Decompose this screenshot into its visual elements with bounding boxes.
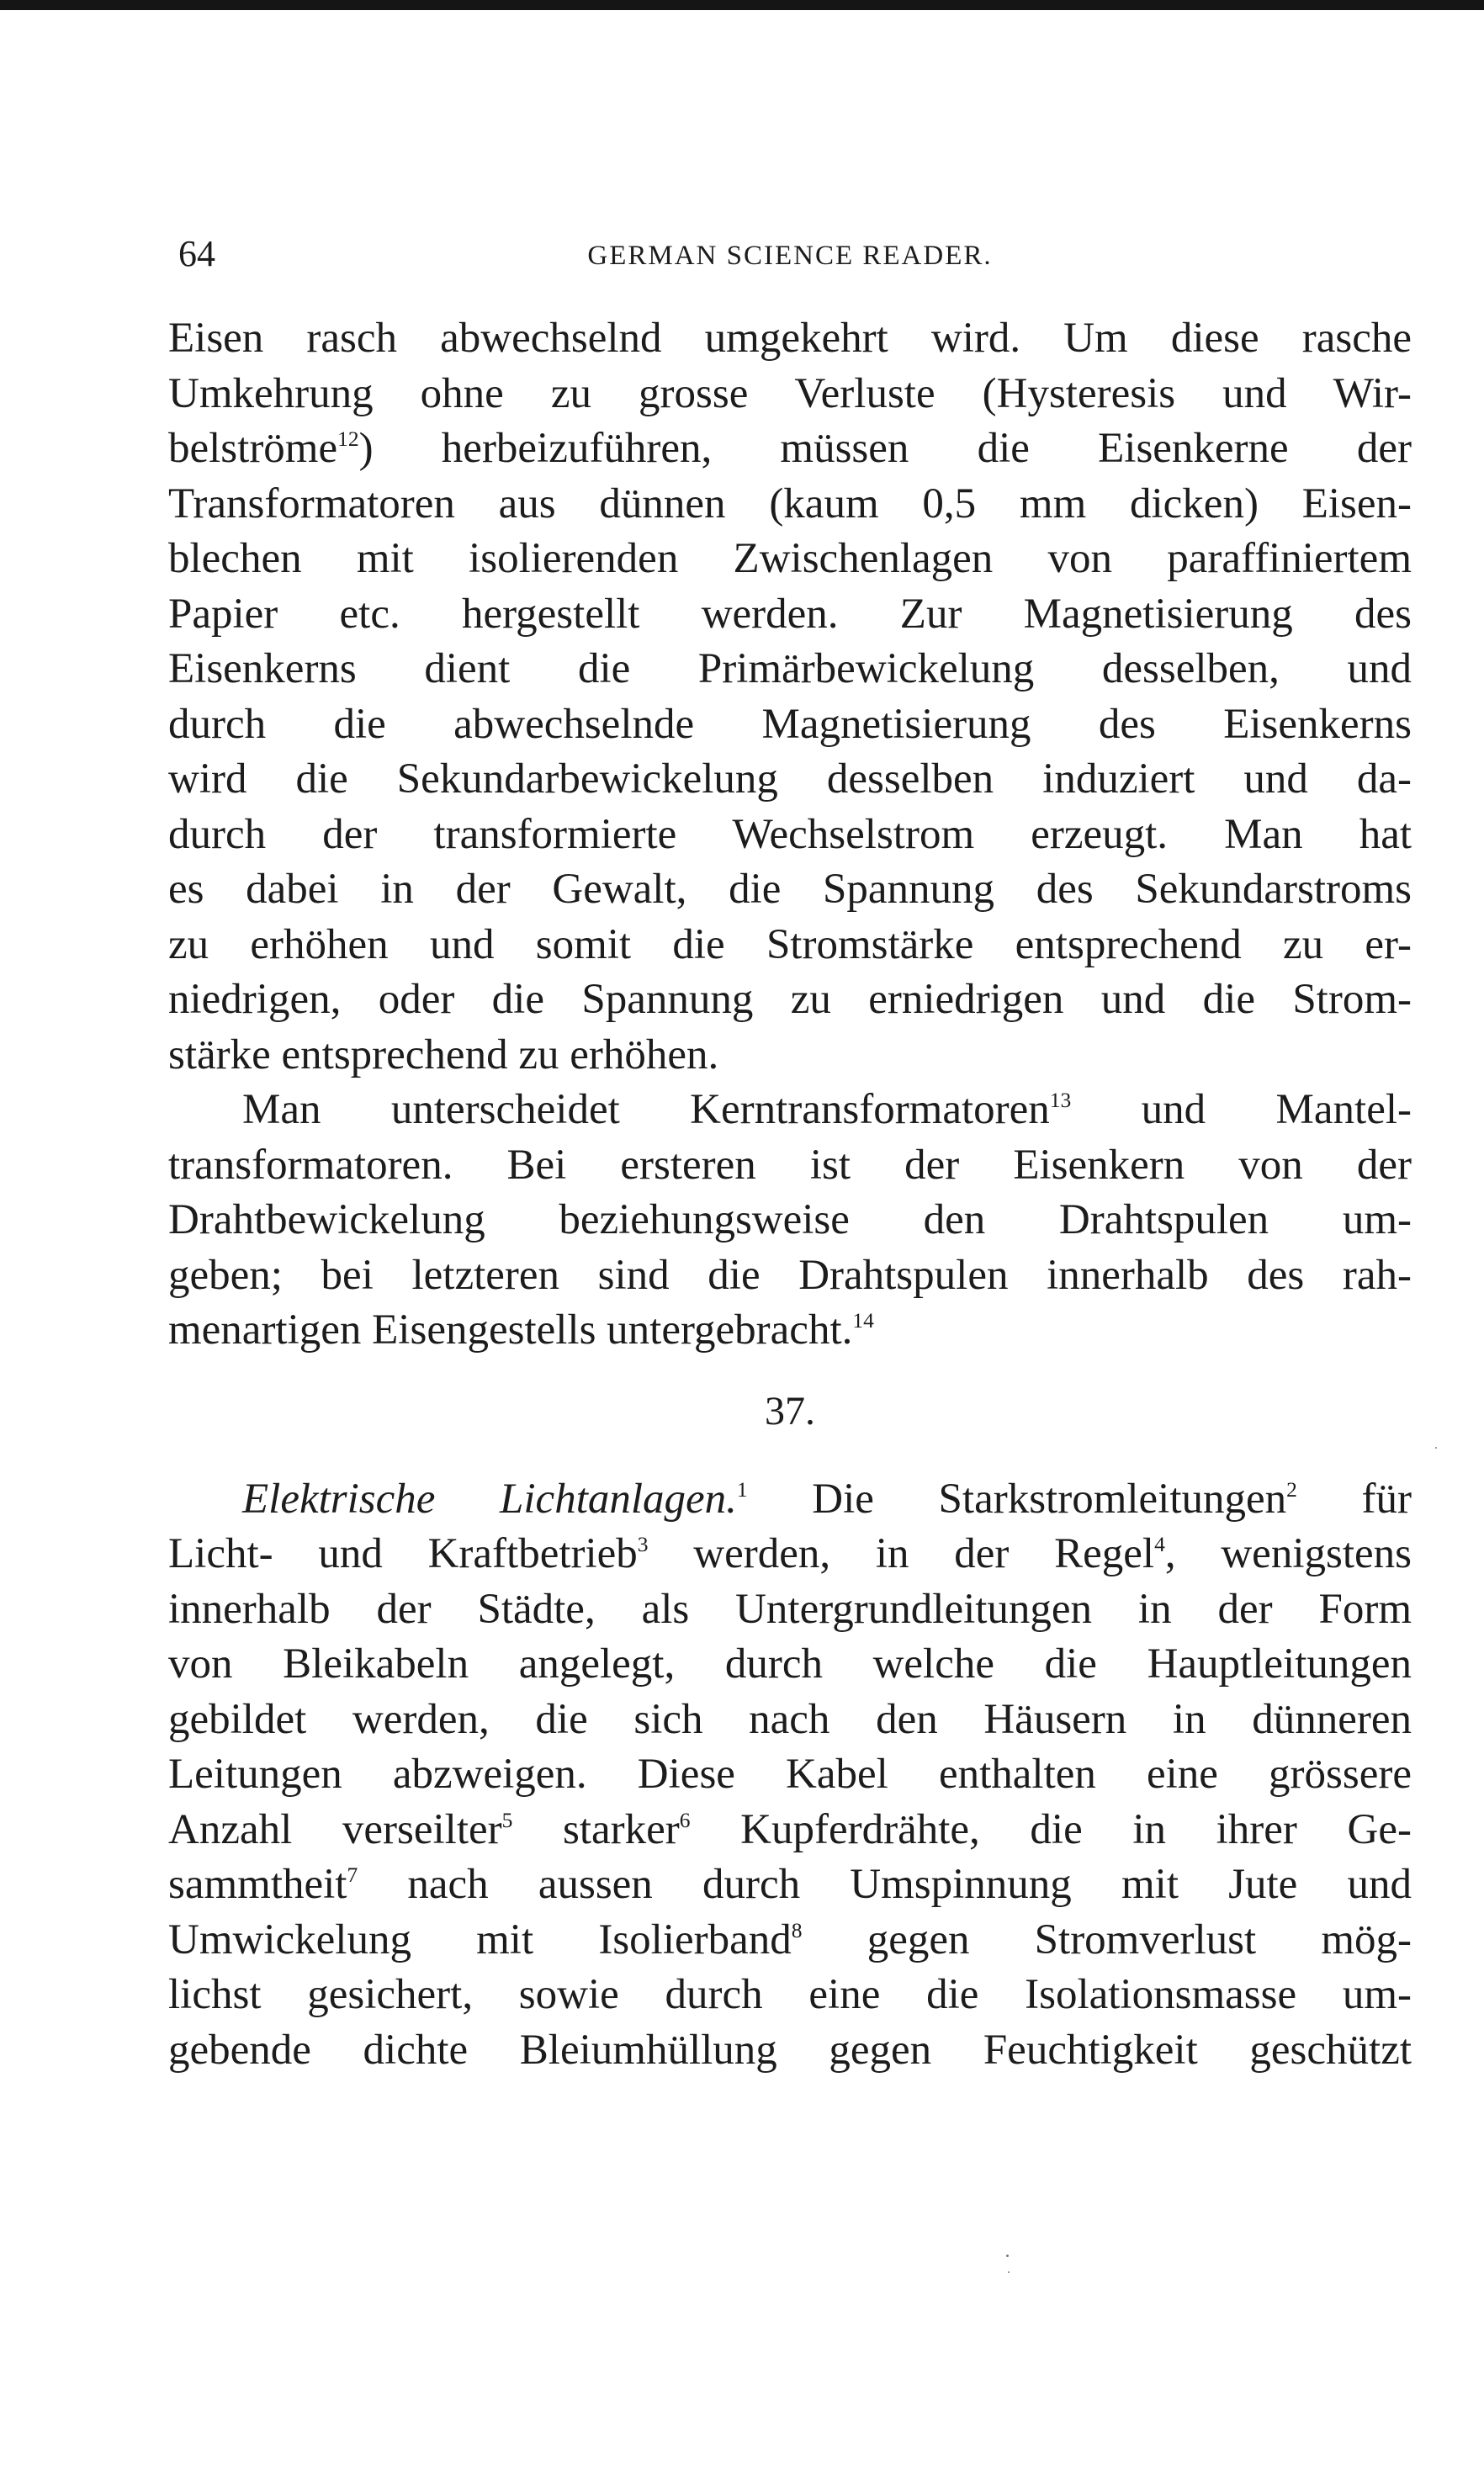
text-line: es dabei in der Gewalt, die Spannung des Sekundarstroms: [168, 866, 1412, 913]
text-line: durch die abwechselnde Magnetisierung des Eisenkerns: [168, 700, 1412, 748]
footnote-marker: 3: [637, 1531, 649, 1556]
section-title: Elektrische Lichtanlagen.: [242, 1475, 737, 1523]
text-line: Eisenkerns dient die Primärbewickelung desselben, und: [168, 645, 1412, 692]
footnote-marker: 6: [679, 1807, 691, 1832]
text-line: Leitungen abzweigen. Diese Kabel enthalten eine grössere: [168, 1751, 1412, 1798]
page-number: 64: [178, 233, 215, 274]
body-text: [168, 311, 1412, 2078]
text-line: transformatoren. Bei ersteren ist der Eisenkern von der: [168, 1141, 1412, 1189]
text-line: menartigen Eisengestells untergebracht.$^{14}$: [168, 1306, 874, 1354]
text-line: stärke entsprechend zu erhöhen.: [168, 1031, 719, 1078]
text-line: wird die Sekundarbewickelung desselben induziert und da-: [168, 755, 1412, 803]
paragraph-3: [168, 1472, 1412, 2079]
paragraph-1: [168, 311, 1412, 1083]
footnote-marker: 14: [852, 1307, 874, 1333]
footnote-marker: 1: [736, 1476, 748, 1502]
text-line: gebende dichte Bleiumhüllung gegen Feuchtigkeit geschützt: [168, 2026, 1412, 2074]
text-line: blechen mit isolierenden Zwischenlagen von paraffiniertem: [168, 535, 1412, 582]
section-number: 37.: [765, 1388, 815, 1433]
text-line: geben; bei letzteren sind die Drahtspulen innerhalb des rah-: [168, 1251, 1412, 1299]
text-line: Drahtbewickelung beziehungsweise den Drahtspulen um-: [168, 1196, 1412, 1243]
text-line: Transformatoren aus dünnen (kaum 0,5 mm dicken) Eisen-: [168, 480, 1412, 527]
footnote-marker: 7: [347, 1862, 358, 1887]
paper-speck: [1006, 2255, 1009, 2257]
text-line: Elektrische Lichtanlagen.$^1$ Die Starkstromleitungen$^2$ für: [242, 1475, 1412, 1523]
text-line: zu erhöhen und somit die Stromstärke entsprechend zu er-: [168, 920, 1412, 968]
footnote-marker: 4: [1154, 1531, 1165, 1556]
top-edge-rule: [0, 0, 1484, 10]
text-line: gebildet werden, die sich nach den Häusern in dünneren: [168, 1695, 1412, 1743]
text-line: niedrigen, oder die Spannung zu erniedrigen und die Strom-: [168, 976, 1412, 1023]
text-line: Man unterscheidet Kerntransformatoren$^{13}$ und Mantel-: [242, 1086, 1412, 1133]
footnote-marker: 13: [1049, 1087, 1072, 1112]
text-line: Anzahl verseilter$^5$ starker$^6$ Kupferdrähte, die in ihrer Ge-: [168, 1805, 1412, 1853]
text-line: Umkehrung ohne zu grosse Verluste (Hysteresis und Wir-: [168, 369, 1412, 417]
footnote-marker: 12: [337, 426, 359, 451]
text-line: lichst gesichert, sowie durch eine die Isolationsmasse um-: [168, 1971, 1412, 2018]
text-line: von Bleikabeln angelegt, durch welche die Hauptleitungen: [168, 1640, 1412, 1688]
footnote-marker: 2: [1286, 1476, 1297, 1502]
running-head: GERMAN SCIENCE READER.: [587, 241, 993, 271]
page-header: [168, 229, 1412, 279]
text-line: Eisen rasch abwechselnd umgekehrt wird. Um diese rasche: [168, 315, 1412, 362]
text-line: durch der transformierte Wechselstrom erzeugt. Man hat: [168, 810, 1412, 858]
text-line: Papier etc. hergestellt werden. Zur Magnetisierung des: [168, 590, 1412, 638]
text-line: Umwickelung mit Isolierband$^8$ gegen Stromverlust mög-: [168, 1916, 1412, 1963]
text-line: sammtheit$^7$ nach aussen durch Umspinnung mit Jute und: [168, 1861, 1412, 1908]
text-line: innerhalb der Städte, als Untergrundleitungen in der Form: [168, 1585, 1412, 1633]
paper-speck: [1435, 1447, 1437, 1449]
footnote-marker: 8: [791, 1917, 803, 1942]
text-line: belströme$^{12}$) herbeizuführen, müssen die Eisenkerne der: [168, 425, 1412, 472]
paper-speck: [1008, 2271, 1010, 2273]
paragraph-2: [168, 1083, 1412, 1359]
text-line: Licht- und Kraftbetrieb$^3$ werden, in der Regel$^4$, wenigstens: [168, 1530, 1412, 1577]
footnote-marker: 5: [501, 1807, 513, 1832]
